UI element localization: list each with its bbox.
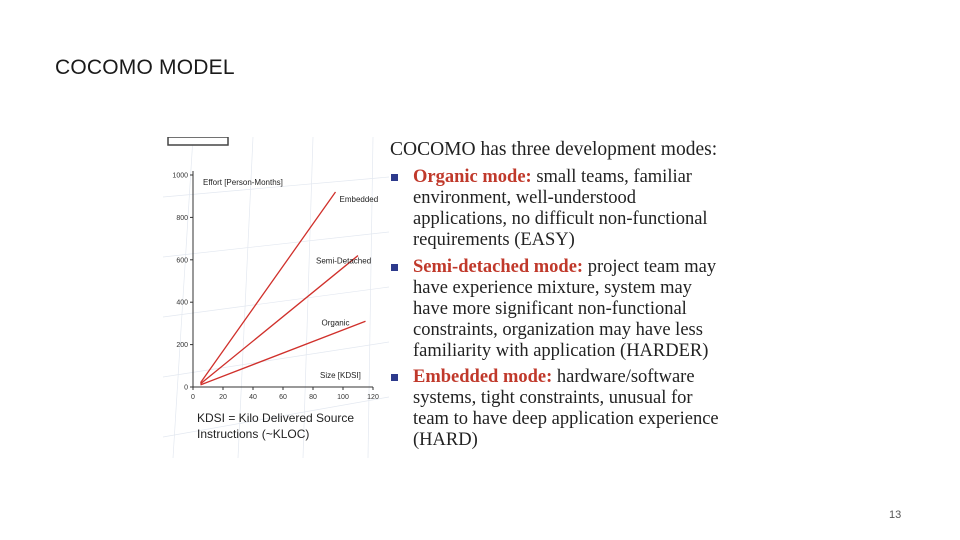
- y-tick-label: 800: [176, 214, 188, 222]
- x-tick-label: 100: [337, 394, 349, 401]
- y-tick-label: 600: [176, 257, 188, 265]
- y-tick-label: 200: [176, 342, 188, 350]
- x-axis-label: Size [KDSI]: [320, 371, 361, 380]
- modes-heading: COCOMO has three development modes:: [390, 139, 718, 160]
- mode-line: (HARD): [413, 430, 478, 450]
- mode-line: constraints, organization may have less: [413, 320, 703, 340]
- mode-name: Semi-detached mode:: [413, 257, 584, 277]
- mode-line: systems, tight constraints, unusual for: [413, 388, 693, 408]
- mode-line: requirements (EASY): [413, 230, 575, 250]
- bullet-icon: [391, 174, 398, 181]
- kdsi-note: KDSI = Kilo Delivered Source Instructions (~KLOC): [197, 411, 355, 441]
- page-number: 13: [889, 509, 902, 521]
- modes-text: [389, 137, 773, 458]
- slide-title: COCOMO MODEL: [55, 56, 235, 79]
- mode-name: Embedded mode:: [413, 367, 553, 387]
- y-tick-label: 0: [184, 384, 188, 392]
- bullet-icon: [391, 264, 398, 271]
- x-tick-label: 40: [249, 394, 257, 401]
- y-tick-label: 1000: [172, 172, 188, 180]
- x-tick-label: 20: [219, 394, 227, 401]
- mode-line: have experience mixture, system may: [413, 278, 692, 298]
- y-axis-label: Effort [Person-Months]: [203, 178, 283, 187]
- logo-fragment: [168, 137, 228, 145]
- series-label-embedded: Embedded: [339, 194, 379, 204]
- cocomo-figure: [163, 137, 773, 458]
- mode-line: project team may: [587, 257, 717, 277]
- mode-line: environment, well-understood: [413, 188, 636, 208]
- mode-line: have more significant non-functional: [413, 299, 687, 319]
- y-tick-label: 400: [176, 299, 188, 307]
- series-label-semi-detached: Semi-Detached: [316, 256, 372, 266]
- mode-line: small teams, familiar: [536, 167, 692, 187]
- bullet-icon: [391, 374, 398, 381]
- mode-line: team to have deep application experience: [413, 409, 719, 429]
- series-line-embedded: [201, 192, 336, 383]
- mode-name: Organic mode:: [413, 167, 532, 187]
- x-tick-label: 80: [309, 394, 317, 401]
- mode-line: applications, no difficult non-functional: [413, 209, 708, 229]
- mode-line: familiarity with application (HARDER): [413, 341, 709, 361]
- x-tick-label: 120: [367, 394, 379, 401]
- mode-line: hardware/software: [556, 367, 695, 387]
- series-label-organic: Organic: [321, 318, 350, 328]
- x-tick-label: 0: [191, 394, 195, 401]
- x-tick-label: 60: [279, 394, 287, 401]
